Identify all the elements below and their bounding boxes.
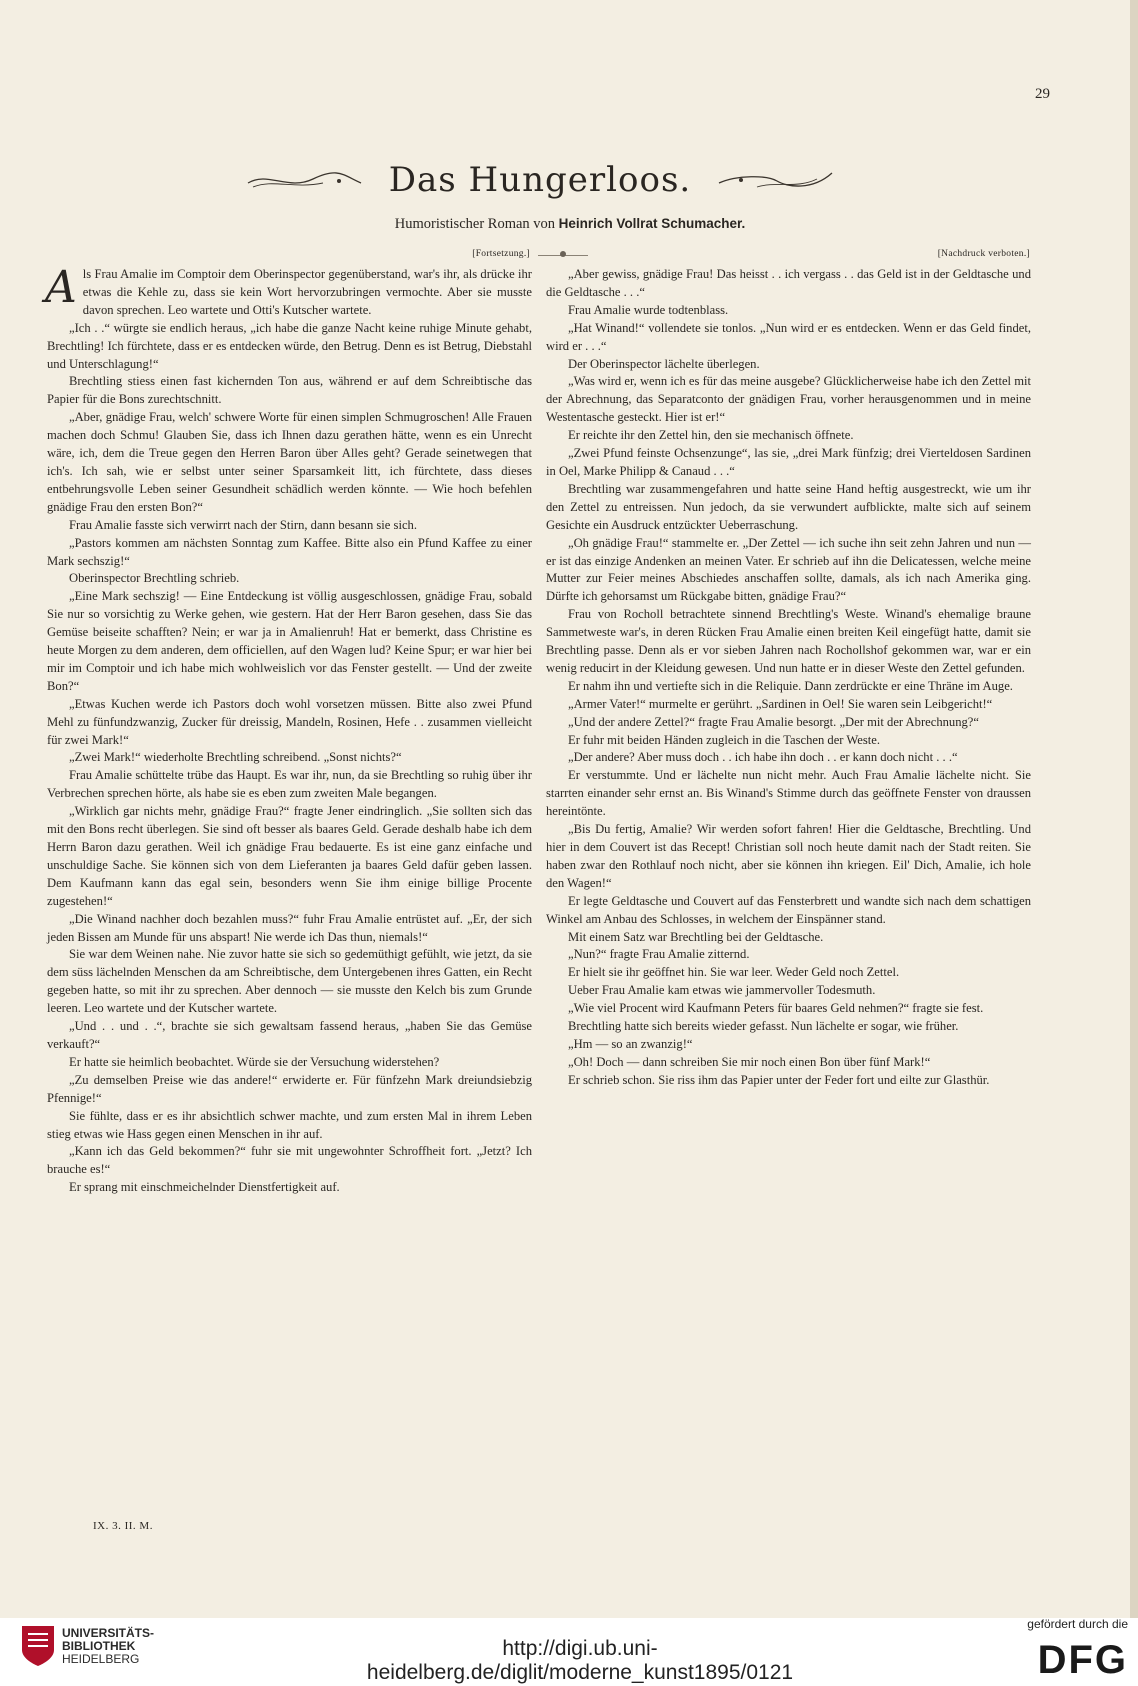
paragraph: „Armer Vater!“ murmelte er gerührt. „Sardinen in Oel! Sie waren sein Leibgericht!“ <box>568 696 993 711</box>
paragraph: „Nun?“ fragte Frau Amalie zitternd. <box>568 947 750 962</box>
paragraph: Frau Amalie schüttelte trübe das Haupt. Es war ihr, nun, da sie Brechtling so ruhig über ihr Verbrechen sprechen hörte, als habe sie es eben zum zweiten Male begangen. <box>47 768 532 801</box>
page-number: 29 <box>1035 86 1050 102</box>
paragraph: Er hielt sie ihr geöffnet hin. Sie war leer. Weder Geld noch Zettel. <box>568 965 900 980</box>
paragraph: „Zu demselben Preise wie das andere!“ erwiderte er. Für fünfzehn Mark dreiundsiebzig Pfennige!“ <box>47 1072 532 1105</box>
author-name: Heinrich Vollrat Schumacher. <box>558 216 746 231</box>
paragraph: „Oh! Doch — dann schreiben Sie mir noch einen Bon über fünf Mark!“ <box>568 1054 931 1069</box>
paragraph: „Hm — so an zwanzig!“ <box>568 1036 693 1051</box>
paragraph: Mit einem Satz war Brechtling bei der Geldtasche. <box>568 929 824 944</box>
permalink-url[interactable]: http://digi.ub.uni-heidelberg.de/diglit/moderne_kunst1895/0121 <box>366 1637 794 1684</box>
paragraph: „Und der andere Zettel?“ fragte Frau Amalie besorgt. „Der mit der Abrechnung?“ <box>568 714 979 729</box>
paragraph: „Aber gewiss, gnädige Frau! Das heisst . . ich vergass . . das Geld ist in der Geldtasche und die Geldtasche . . .“ <box>546 267 1031 299</box>
paragraph: „Zwei Pfund feinste Ochsenzunge“, las sie, „drei Mark fünfzig; drei Vierteldosen Sardinen in Oel, Marke Philipp & Canaud . . .“ <box>546 446 1031 478</box>
paragraph: Sie war dem Weinen nahe. Nie zuvor hatte sie sich so gedemüthigt gefühlt, wie jetzt, da sie dem süss lächelnden Menschen da am Schreibtische, dem Untergebenen ihres Gatten, ein Recht gegeben hatte, so mit ihr zu sprechen. Aber dennoch — sie musste den Kelch bis zum Grunde leeren. Leo wartete und der Kutscher wartete. <box>47 947 532 1016</box>
right-flourish-icon <box>717 165 837 195</box>
paragraph: „Wirklich gar nichts mehr, gnädige Frau?“ fragte Jener eindringlich. „Sie sollten sich das mit den Bons recht überlegen. Sie sind oft besser als baares Geld. Gerade deshalb habe ich dem Herrn Baron dazu gerathen. Weil ich gnädige Frau bedauerte. Es ist eine ganz einfache und unschuldige Sache. Sie können sich von dem Lieferanten ja baares Geld dafür geben lassen. Dem Kaufmann kann das egal sein, besonders wenn Sie ihm einige billige Procente zugestehen!“ <box>47 804 532 908</box>
continuation-note: [Fortsetzung.] <box>472 249 530 259</box>
left-flourish-icon <box>243 165 363 195</box>
paragraph: „Ich . .“ würgte sie endlich heraus, „ich habe die ganze Nacht keine ruhige Minute gehabt, Brechtling! Ich fürchtete, dass er es entdecken würde, den Betrug. Denn es ist Betrug, Diebstahl und Unterschlagung!“ <box>47 320 532 371</box>
paragraph: Frau von Rocholl betrachtete sinnend Brechtling's Weste. Winand's ehemalige braune Sammetweste war's, in deren Rücken Frau Amalie einen breiten Keil eingefügt hatte, damit sie Brechtling passe. Denn als er vor sieben Jahren nach Rochollshof gekommen war, war er ein wenig reducirt in der Kleidung gewesen. Und nun hatte er in dieser Weste den Zettel gefunden. <box>546 607 1031 675</box>
scan-edge <box>1130 0 1138 1618</box>
article-subtitle <box>240 216 900 233</box>
paragraph: Er sprang mit einschmeichelnder Dienstfertigkeit auf. <box>69 1180 340 1195</box>
right-column <box>546 266 1031 1090</box>
article-title: Das Hungerloos. <box>388 160 692 200</box>
paragraph: Oberinspector Brechtling schrieb. <box>69 571 240 586</box>
paragraph: Ueber Frau Amalie kam etwas wie jammervoller Todesmuth. <box>568 983 876 998</box>
paragraph: „Aber, gnädige Frau, welch' schwere Worte für einen simplen Schmugroschen! Alle Frauen machen doch Schmu! Glauben Sie, dass ich Ihnen dazu gerathen hätte, wenn es ein Unrecht wäre, ich, dem die Treue gegen den Herren Baron über Alles geht? Gerade seinetwegen that ich's. Ich sah, wie er selbst unter seiner Sparsamkeit litt, ich fürchtete, dass dieses entbehrungsvolle Leben seiner Gesundheit schädlich werden könnte. — Wie hoch befehlen gnädige Frau den ersten Bon?“ <box>47 410 532 514</box>
paragraph: „Pastors kommen am nächsten Sonntag zum Kaffee. Bitte also ein Pfund Kaffee zu einer Mark sechszig!“ <box>47 535 532 568</box>
sheet-signature: IX. 3. II. M. <box>93 1520 153 1532</box>
divider-ornament <box>560 251 566 257</box>
paragraph: Als Frau Amalie im Comptoir dem Oberinspector gegenüberstand, war's ihr, als drücke ihr etwas die Kehle zu, dass sie kein Wort hervorzubringen vermochte. Aber sie musste davon sprechen. Leo wartete und Otti's Kutscher wartete. <box>45 262 532 317</box>
paragraph: „Zwei Mark!“ wiederholte Brechtling schreibend. „Sonst nichts?“ <box>69 750 402 765</box>
paragraph: „Oh gnädige Frau!“ stammelte er. „Der Zettel — ich suche ihn seit zehn Jahren und nun — er ist das einzige Andenken an meinen Vater. Er schrieb auf ihn die Delicatessen, welche meine Mutter zur Feier meines Abschiedes anschaffen sollte, damals, als ich nach Amerika ging. Dürfte ich gehorsamst um Rückgabe bitten, gnädige Frau?“ <box>546 535 1031 604</box>
paragraph: Brechtling war zusammengefahren und hatte seine Hand heftig ausgestreckt, wie um ihr den Zettel zu entreissen. Nun jedoch, da sie verwundert aufblickte, malte sich auf seinem Gesichte ein Ausdruck entzückter Ueberraschung. <box>546 481 1031 532</box>
paragraph: Er hatte sie heimlich beobachtet. Würde sie der Versuchung widerstehen? <box>69 1054 440 1069</box>
library-name: UNIVERSITÄTS- BIBLIOTHEK HEIDELBERG <box>62 1625 155 1666</box>
university-library-icon <box>20 1624 56 1668</box>
paragraph: Er reichte ihr den Zettel hin, den sie mechanisch öffnete. <box>568 428 854 443</box>
paragraph: „Der andere? Aber muss doch . . ich habe ihn doch . . er kann doch nicht . . .“ <box>568 750 958 765</box>
paragraph: Er legte Geldtasche und Couvert auf das Fensterbrett und wandte sich nach dem schattigen Winkel am Anbau des Schlosses, in welchem der Einspänner stand. <box>546 893 1031 926</box>
title-row <box>240 150 840 210</box>
paragraph: Der Oberinspector lächelte überlegen. <box>568 356 760 371</box>
paragraph: Brechtling hatte sich bereits wieder gefasst. Nun lächelte er sogar, wie früher. <box>568 1019 959 1034</box>
paragraph: Frau Amalie fasste sich verwirrt nach der Stirn, dann besann sie sich. <box>69 517 417 532</box>
paragraph: „Etwas Kuchen werde ich Pastors doch wohl vorsetzen müssen. Bitte also zwei Pfund Mehl zu fünfundzwanzig, Zucker für dreissig, Mandeln, Rosinen, Hefe . . zusammen vielleicht für zwei Mark!“ <box>47 696 532 747</box>
left-column <box>45 262 532 1197</box>
subtitle-prefix: Humoristischer Roman von <box>394 216 556 232</box>
paragraph: Brechtling stiess einen fast kichernden Ton aus, während er auf dem Schreibtische das Papier für die Bons zurechtschnitt. <box>47 374 532 407</box>
paragraph: Er nahm ihn und vertiefte sich in die Reliquie. Dann zerdrückte er eine Thräne im Auge. <box>568 678 1013 693</box>
paragraph: „Bis Du fertig, Amalie? Wir werden sofort fahren! Hier die Geldtasche, Brechtling. Und hier in dem Couvert ist das Recept! Christian soll noch heute damit nach der Stadt reiten. Sie haben zwar den Rothlauf noch nicht, aber sie können ihn kriegen. Eil' Dich, Amalie, ich hole den Wagen!“ <box>546 822 1031 890</box>
paragraph: Er verstummte. Und er lächelte nun nicht mehr. Auch Frau Amalie lächelte nicht. Sie starrten einander sehr ernst an. Bis Winand's Stimme durch das geöffnete Fenster von draussen hereintönte. <box>546 768 1031 819</box>
reprint-note: [Nachdruck verboten.] <box>937 249 1030 259</box>
paragraph: „Was wird er, wenn ich es für das meine ausgebe? Glücklicherweise habe ich den Zettel mit der Abrechnung, das Separatconto der gnädigen Frau, vorher herausgenommen und in meine Westentasche gesteckt. Hier ist er!“ <box>546 374 1031 425</box>
paragraph: Er schrieb schon. Sie riss ihm das Papier unter der Feder fort und eilte zur Glasthür. <box>568 1072 990 1087</box>
paragraph: „Eine Mark sechszig! — Eine Entdeckung ist völlig ausgeschlossen, gnädige Frau, sobald Sie nur so vorsichtig zu Werke gehen, wie gestern. Hat der Herr Baron gesehen, dass Sie das Gemüse beiseite schafften? Nein; er war ja in Amalienruh! Hat er bemerkt, dass Christine es heute Morgen zu dem anderen, dem officiellen, auf den Wagen lud? Keine Spur; er war hier bei mir im Comptoir und ich habe mich wohlweislich vor das Fenster gestellt. — Und der zweite Bon?“ <box>47 589 532 693</box>
paragraph: „Hat Winand!“ vollendete sie tonlos. „Nun wird er es entdecken. Wenn er das Geld findet, wird er . . .“ <box>546 320 1031 353</box>
library-logo[interactable] <box>20 1624 154 1668</box>
paragraph: Sie fühlte, dass er es ihr absichtlich schwer machte, und zum ersten Mal in ihrem Leben stieg etwas wie Hass gegen einen Menschen in ihr auf. <box>47 1108 532 1141</box>
paragraph: Er fuhr mit beiden Händen zugleich in die Taschen der Weste. <box>568 732 881 747</box>
drop-cap: A <box>45 262 77 313</box>
paragraph: „Wie viel Procent wird Kaufmann Peters für baares Geld nehmen?“ fragte sie fest. <box>568 1001 984 1016</box>
sponsor-label: gefördert durch die <box>1027 1617 1128 1631</box>
paragraph: „Und . . und . .“, brachte sie sich gewaltsam fassend heraus, „haben Sie das Gemüse verkauft?“ <box>47 1019 532 1051</box>
paragraph: „Kann ich das Geld bekommen?“ fuhr sie mit ungewohnter Schroffheit fort. „Jetzt? Ich brauche es!“ <box>47 1144 532 1177</box>
dfg-logo[interactable]: DFG <box>1037 1638 1128 1682</box>
paragraph: „Die Winand nachher doch bezahlen muss?“ fuhr Frau Amalie entrüstet auf. „Er, der sich jeden Bissen am Munde für uns abspart! Nie werde ich Das thun, niemals!“ <box>47 911 532 944</box>
paragraph: Frau Amalie wurde todtenblass. <box>568 302 729 317</box>
